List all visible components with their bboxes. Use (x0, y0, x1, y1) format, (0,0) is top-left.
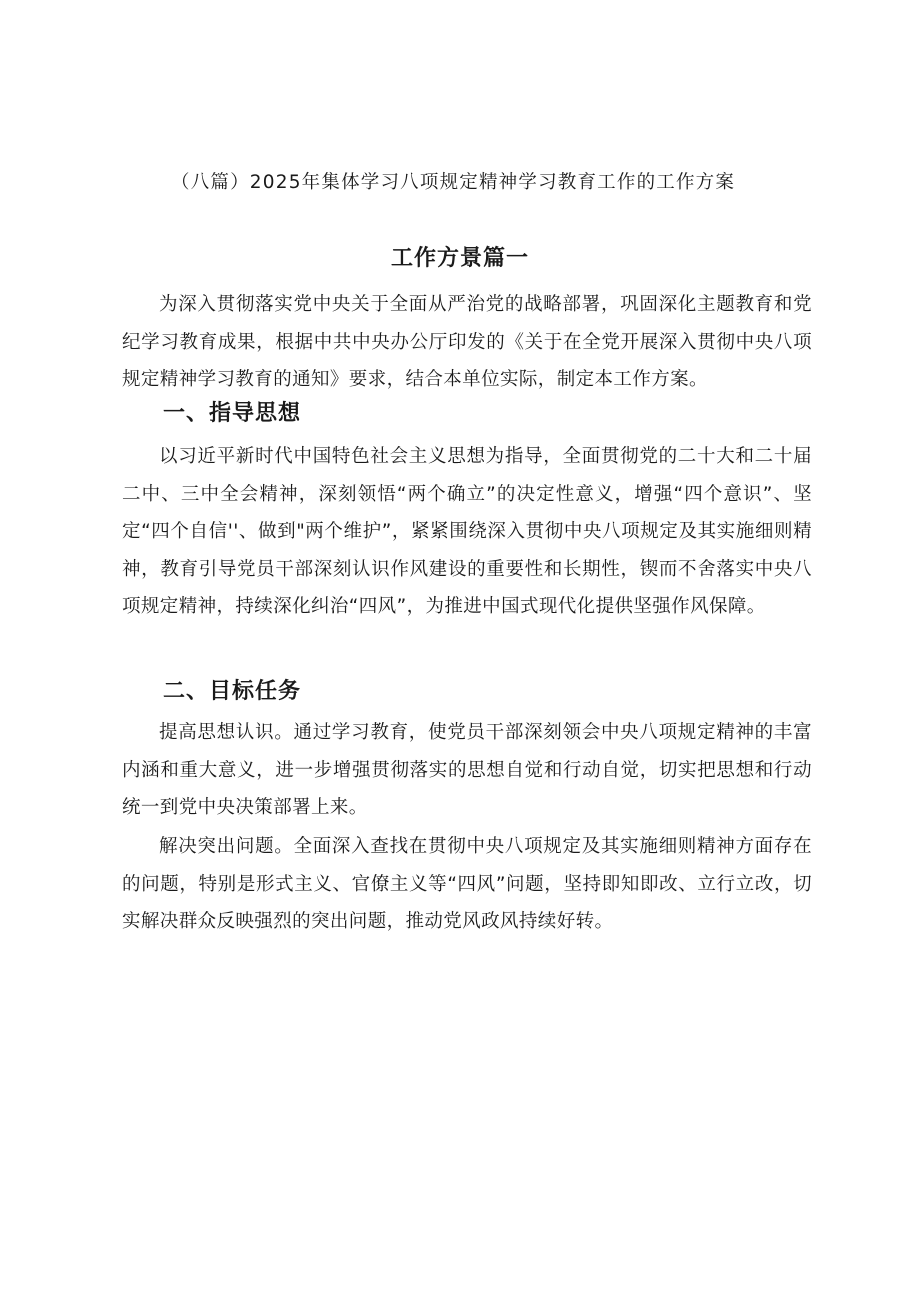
section-heading-goals-tasks: 二、目标任务 (163, 679, 302, 704)
goal-paragraph-raise-awareness: 提高思想认识。通过学习教育，使党员干部深刻领会中央八项规定精神的丰富内涵和重大意义，进一步增强贯彻落实的思想自觉和行动自觉，切实把思想和行动统一到党中央决策部署上来。 (122, 722, 812, 818)
section-heading-guiding-ideology: 一、指导思想 (163, 401, 302, 426)
goal-paragraph-solve-problems: 解决突出问题。全面深入查找在贯彻中央八项规定及其实施细则精神方面存在的问题，特别是形式主义、官僚主义等“四风”问题，坚持即知即改、立行立改，切实解决群众反映强烈的突出问题，推动党风政风持续好转。 (122, 836, 812, 932)
document-title: （八篇）2025年集体学习八项规定精神学习教育工作的工作方案 (171, 172, 736, 193)
intro-paragraph: 为深入贯彻落实党中央关于全面从严治党的战略部署，巩固深化主题教育和党纪学习教育成果，根据中共中央办公厅印发的《关于在全党开展深入贯彻中央八项规定精神学习教育的通知》要求，结合本单位实际，制定本工作方案。 (122, 294, 812, 390)
guiding-ideology-paragraph: 以习近平新时代中国特色社会主义思想为指导，全面贯彻党的二十大和二十届二中、三中全会精神，深刻领悟“两个确立”的决定性意义，增强“四个意识”、坚定“四个自信''、做到"两个维护”，紧紧围绕深入贯彻中央八项规定及其实施细则精神，教育引导党员干部深刻认识作风建设的重要性和长期性，锲而不舍落实中央八项规定精神，持续深化纠治“四风”，为推进中国式现代化提供坚强作风保障。 (122, 446, 812, 617)
chapter-title: 工作方景篇一 (390, 246, 529, 271)
